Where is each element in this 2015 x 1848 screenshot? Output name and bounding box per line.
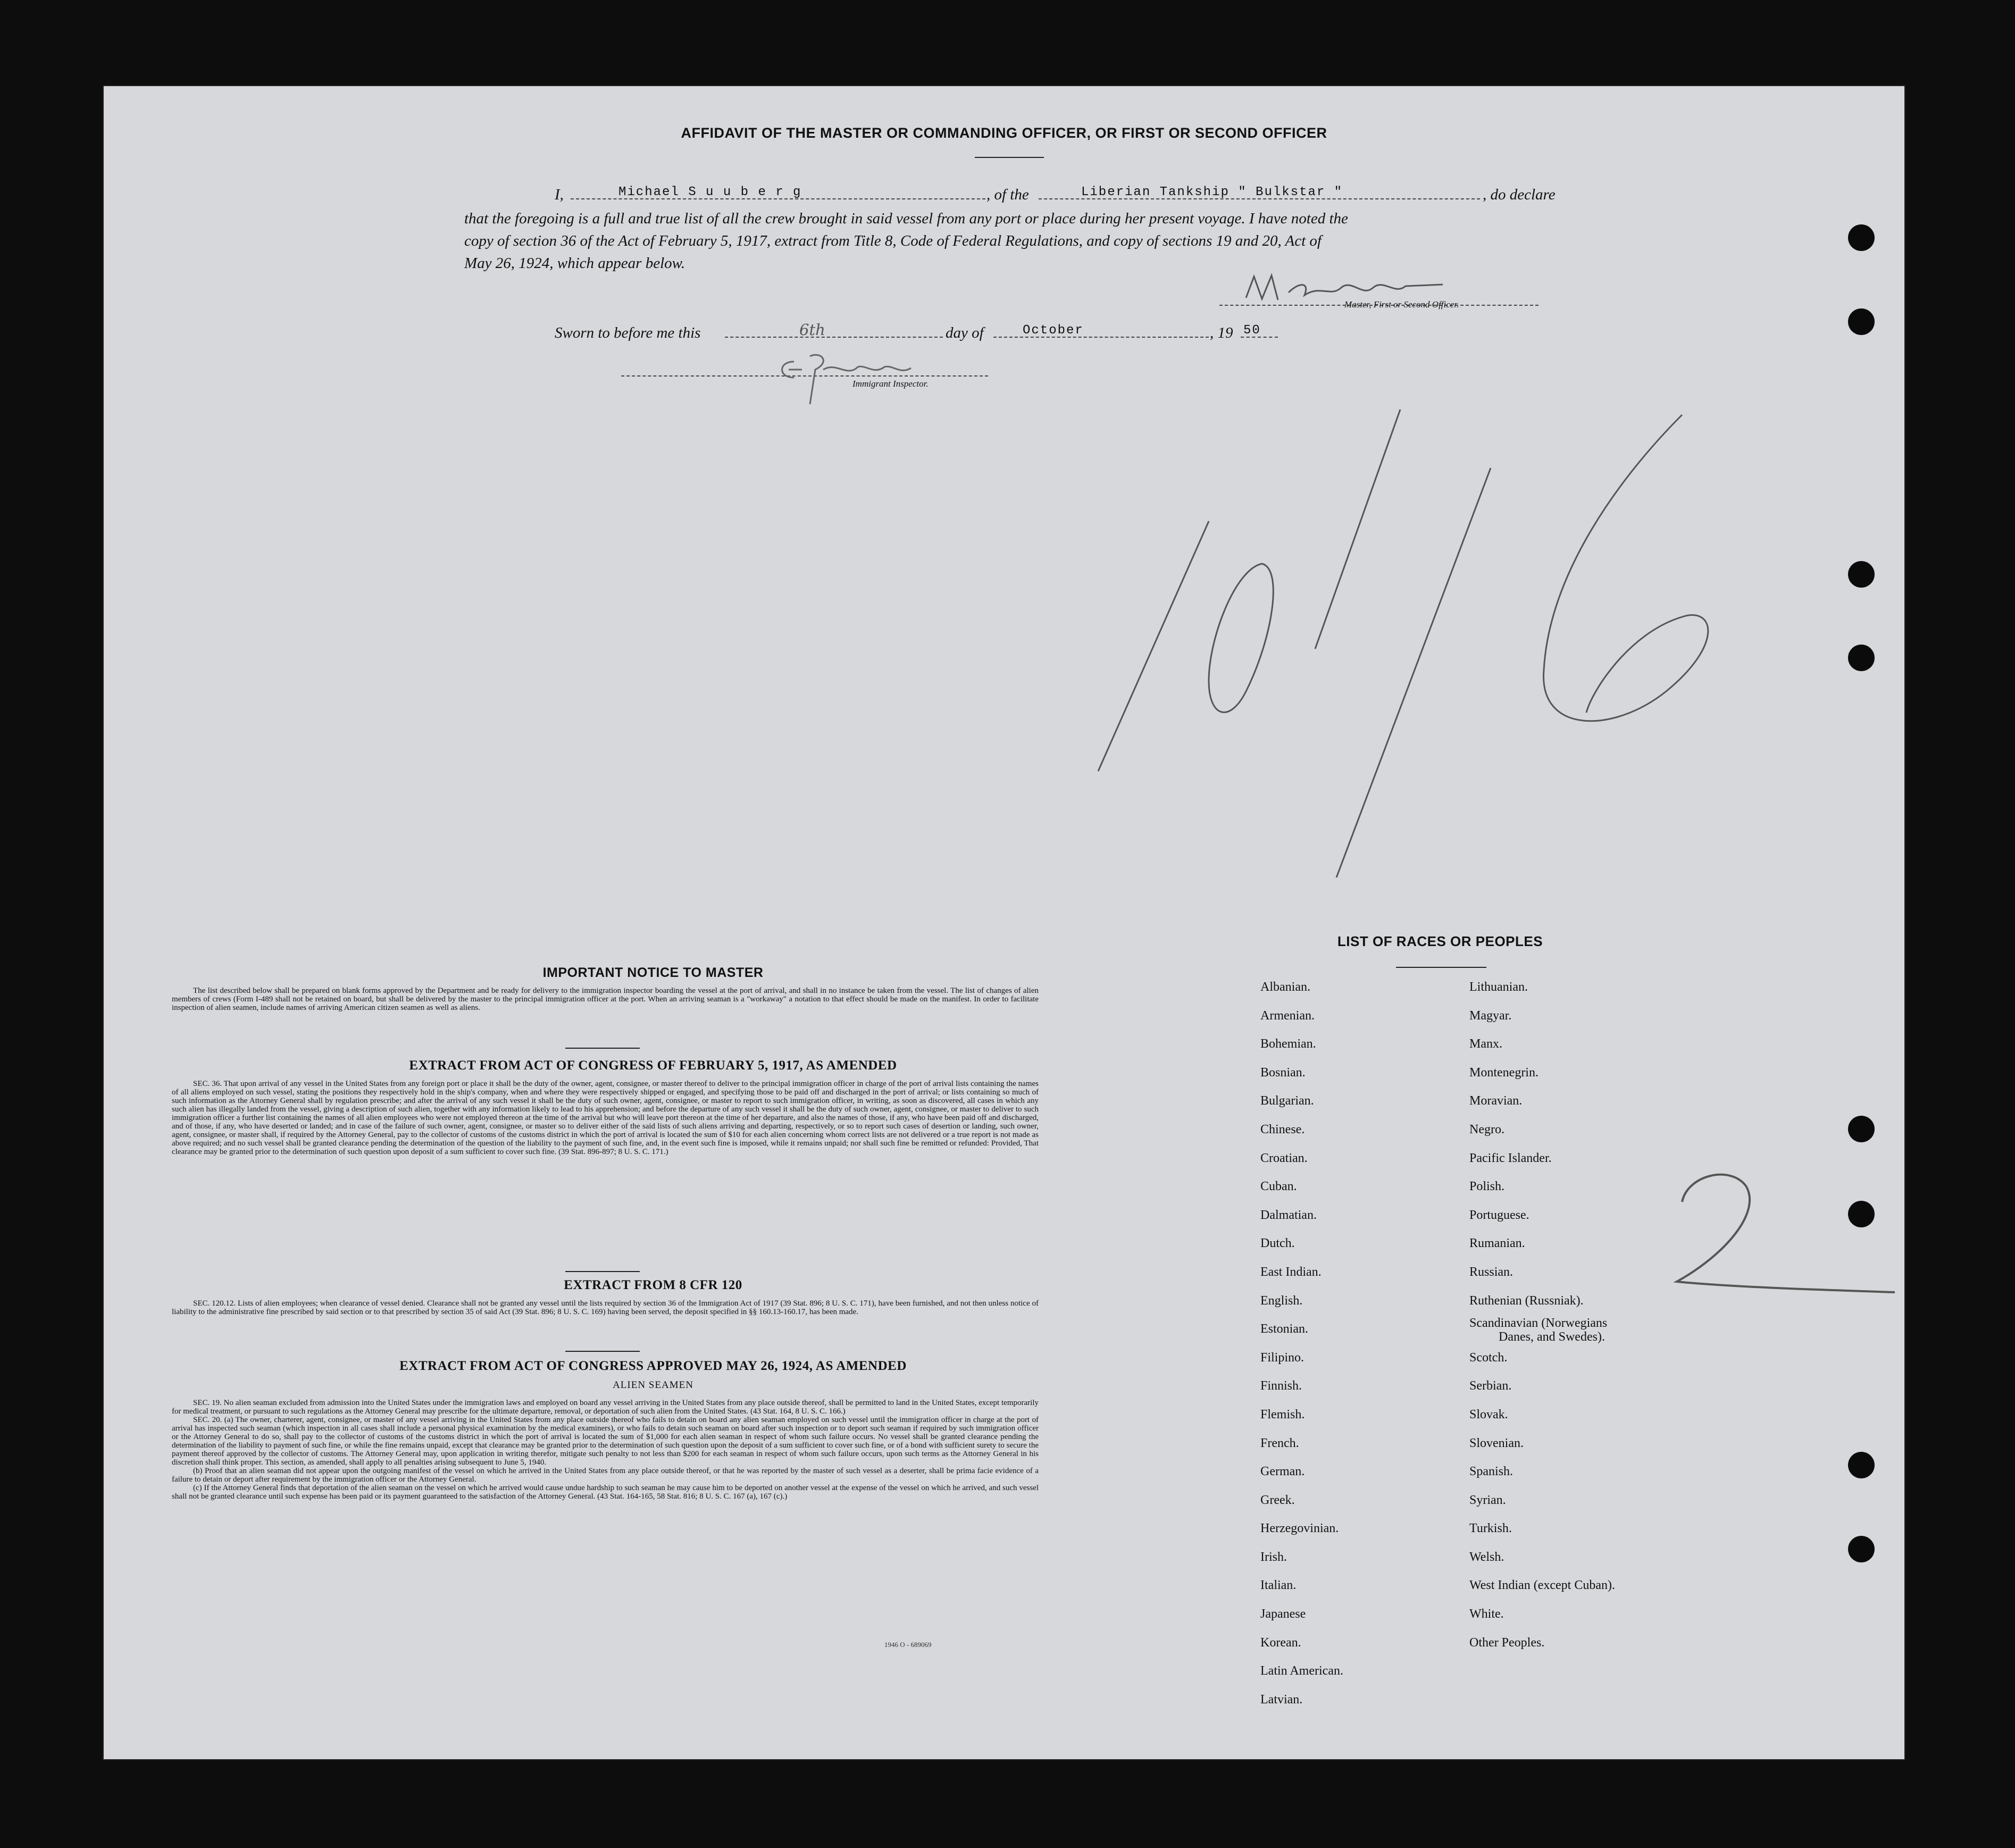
race-item: Cuban. bbox=[1260, 1180, 1297, 1194]
race-item: Latvian. bbox=[1260, 1692, 1303, 1707]
do-declare-label: , do declare bbox=[1483, 186, 1556, 203]
handwritten-two bbox=[1666, 1165, 1900, 1303]
race-item: Portuguese. bbox=[1469, 1208, 1529, 1222]
inspector-caption: Immigrant Inspector. bbox=[852, 379, 929, 389]
race-item: French. bbox=[1260, 1436, 1299, 1450]
extract-1924-sec20a: SEC. 20. (a) The owner, charterer, agent, consignee, or master of any vessel arriving in the United States from any place outside thereof who fails to detain on board any alien seaman employed on such vessel until the immigration officer in charge at the port of arrival has inspected such seaman (which inspection in all cases shall include a personal physical examination by the medical examiners), or who fails to detain such seaman on board after such inspection or to deport such seaman if required by such immigration officer or the Attorney General to do so, shall pay to the collector of customs of the customs district in which the port of arrival is located the sum of $1,000 for each alien seaman in respect of whom such failure occurs. No vessel shall be granted clearance pending the determination of the liability to payment of such fine, or while the fine remains unpaid, except that clearance may be granted prior to the determination of such question upon the deposit of a sum sufficient to cover such fine, or of a bond with sufficient surety to secure the payment thereof approved by the collector of customs. The Attorney General may, upon application in writing therefor, mitigate such penalty to not less than $200 for each seaman in respect of whom such failure occurs, upon such terms as the Attorney General in his discretion shall think proper. This section, as amended, shall apply to all penalties arising subsequent to June 5, 1940. bbox=[172, 1416, 1039, 1467]
sworn-day-value: 6th bbox=[799, 321, 825, 339]
race-item: Dutch. bbox=[1260, 1236, 1295, 1251]
extract-1917-body: SEC. 36. That upon arrival of any vessel in the United States from any foreign port or place it shall be the duty of the owner, agent, consignee, or master thereof to deliver to the principal immigration officer in charge of the port of arrival lists containing the names of all aliens employed on such vessel, stating the positions they respectively hold in the ship's company, when and where they were respectively shipped or engaged, and specifying those to be paid off and discharged in the port of arrival; or lists containing so much of such information as the Attorney General shall by regulation prescribe; and after the arrival of any such vessel it shall be the duty of such owner, agent, consignee, or master to report to such immigration officer, in writing, as soon as discovered, all cases in which any such alien has illegally landed from the vessel, giving a description of such alien, together with any information likely to lead to his apprehension; and before the departure of any such vessel it shall be the duty of such owner, agent, consignee, or master to deliver to such immigration officer a further list containing the names of all alien employees who were not employed thereon at the time of the arrival but who will leave port thereon at the time of her departure, and also the names of those, if any, who have been paid off and discharged, and of those, if any, who have deserted or landed; and in case of the failure of such owner, agent, consignee, or master so to deliver either of the said lists of such aliens arriving and departing, respectively, or so to report such cases of desertion or landing, such owner, agent, consignee, or master shall, if required by the Attorney General, pay to the collector of customs of the customs district in which the port of arrival is located the sum of $10 for each alien concerning whom correct lists are not delivered or a true report is not made as above required; and no such vessel shall be granted clearance pending the determination of the question of the liability to the payment of such fine, and, in the event such fine is imposed, while it remains unpaid; nor shall such fine be remitted or refunded: Provided, That clearance may be granted prior to the determination of such question upon deposit of a sum sufficient to cover such fine. (39 Stat. 896-897; 8 U. S. C. 171.) bbox=[172, 1080, 1039, 1156]
affidavit-line-2: that the foregoing is a full and true list of all the crew brought in said vessel from any port or place during her present voyage. I have noted the bbox=[464, 210, 1348, 227]
extract-1924-sec20c: (c) If the Attorney General finds that deportation of the alien seaman on the vessel on which he arrived would cause undue hardship to such seaman he may cause him to be deported on another vessel at the expense of the vessel on which he arrived, and such vessel shall not be granted clearance until such expense has been paid or its payment guaranteed to the satisfaction of the Attorney General. (43 Stat. 164-165, 58 Stat. 816; 8 U. S. C. 167 (a), 167 (c).) bbox=[172, 1484, 1039, 1501]
master-name-value: Michael S u u b e r g bbox=[618, 185, 802, 199]
race-item: Bosnian. bbox=[1260, 1065, 1306, 1080]
race-item: Ruthenian (Russniak). bbox=[1469, 1293, 1584, 1308]
punch-hole bbox=[1848, 308, 1875, 335]
document-page bbox=[103, 85, 1905, 1760]
race-item: Danes, and Swedes). bbox=[1499, 1330, 1605, 1344]
punch-hole bbox=[1848, 1536, 1875, 1562]
extract-cfr-body: SEC. 120.12. Lists of alien employees; when clearance of vessel denied. Clearance shall not be granted any vessel until the lists required by section 36 of the Immigration Act of 1917 (39 Stat. 896; 8 U. S. C. 171), have been furnished, and not then unless notice of liability to the administrative fine prescribed by said section or to that prescribed by section 35 of said Act (39 Stat. 896; 8 U. S. C. 169) having been served, the deposit specified in §§ 160.13-160.17, has been made. bbox=[172, 1299, 1039, 1316]
race-item: Turkish. bbox=[1469, 1521, 1512, 1536]
race-item: Flemish. bbox=[1260, 1407, 1305, 1421]
title-rule bbox=[975, 157, 1044, 158]
punch-hole bbox=[1848, 1116, 1875, 1142]
print-code: 1946 O - 689069 bbox=[884, 1641, 932, 1649]
race-item: Armenian. bbox=[1260, 1008, 1315, 1023]
notice-body: The list described below shall be prepared on blank forms approved by the Department and be ready for delivery to the immigration inspector boarding the vessel at the port of arrival, and shall in no instance be taken from the vessel. The list of changes of alien members of crews (Form I-489 shall not be retained on board, but shall be delivered by the master to the principal immigration officer at the port. When an arriving seaman is a "workaway" a notation to that effect should be made on the manifest. In order to facilitate inspection of alien seamen, include names of arriving American citizen seamen as well as aliens. bbox=[172, 986, 1039, 1012]
race-item: Serbian. bbox=[1469, 1379, 1512, 1393]
race-item: Magyar. bbox=[1469, 1008, 1512, 1023]
race-item: Irish. bbox=[1260, 1550, 1287, 1564]
race-item: Syrian. bbox=[1469, 1493, 1506, 1507]
punch-hole bbox=[1848, 1452, 1875, 1478]
sworn-month-value: October bbox=[1023, 323, 1084, 338]
race-item: Albanian. bbox=[1260, 980, 1310, 994]
race-item: Bohemian. bbox=[1260, 1037, 1316, 1051]
race-item: White. bbox=[1469, 1607, 1504, 1621]
affidavit-line-1 bbox=[555, 183, 1634, 206]
race-item: Welsh. bbox=[1469, 1550, 1504, 1564]
race-item: Greek. bbox=[1260, 1493, 1295, 1507]
race-item: Latin American. bbox=[1260, 1664, 1343, 1678]
notice-rule bbox=[565, 1048, 640, 1049]
race-item: Rumanian. bbox=[1469, 1236, 1525, 1251]
extract-1924-sec20b: (b) Proof that an alien seaman did not appear upon the outgoing manifest of the vessel on which he arrived in the United States from any place outside thereof, or that he was reported by the master of such vessel as a deserter, shall be prima facie evidence of a failure to detain or deport after requirement by the immigration officer or the Attorney General. bbox=[172, 1467, 1039, 1484]
race-item: German. bbox=[1260, 1465, 1305, 1479]
race-item: Negro. bbox=[1469, 1122, 1504, 1136]
extract-cfr-rule bbox=[565, 1351, 640, 1352]
extract-1917-title: EXTRACT FROM ACT OF CONGRESS OF FEBRUARY 5, 1917, AS AMENDED bbox=[409, 1058, 897, 1073]
master-signature-caption: Master, First or Second Officer. bbox=[1344, 299, 1459, 310]
sworn-day-line bbox=[725, 322, 943, 338]
race-item: East Indian. bbox=[1260, 1265, 1322, 1279]
of-the-label: , of the bbox=[986, 186, 1029, 203]
race-item: Manx. bbox=[1469, 1037, 1502, 1051]
year-prefix: , 19 bbox=[1210, 324, 1233, 341]
race-item: Spanish. bbox=[1469, 1465, 1514, 1479]
handwritten-marks bbox=[1086, 394, 1884, 979]
race-item: Montenegrin. bbox=[1469, 1065, 1539, 1080]
extract-1917-rule bbox=[565, 1271, 640, 1272]
extract-1924-title: EXTRACT FROM ACT OF CONGRESS APPROVED MAY 26, 1924, AS AMENDED bbox=[399, 1359, 907, 1373]
extract-1924-subtitle: ALIEN SEAMEN bbox=[613, 1379, 693, 1391]
race-item: Finnish. bbox=[1260, 1379, 1302, 1393]
day-of-label: day of bbox=[946, 324, 984, 341]
races-right-column bbox=[1469, 973, 1725, 1657]
race-item: Lithuanian. bbox=[1469, 980, 1528, 994]
extract-cfr-title: EXTRACT FROM 8 CFR 120 bbox=[564, 1278, 742, 1292]
race-item: English. bbox=[1260, 1293, 1303, 1308]
race-item: Other Peoples. bbox=[1469, 1635, 1545, 1650]
race-item: Slovenian. bbox=[1469, 1436, 1524, 1450]
race-item: Scandinavian (Norwegians bbox=[1469, 1316, 1608, 1331]
race-item: Pacific Islander. bbox=[1469, 1151, 1552, 1165]
race-item: West Indian (except Cuban). bbox=[1469, 1578, 1615, 1593]
sworn-year-value: 50 bbox=[1243, 323, 1261, 338]
race-item: Dalmatian. bbox=[1260, 1208, 1317, 1222]
races-rule bbox=[1396, 967, 1486, 968]
race-item: Moravian. bbox=[1469, 1094, 1523, 1108]
race-item: Italian. bbox=[1260, 1578, 1297, 1593]
notice-title: IMPORTANT NOTICE TO MASTER bbox=[542, 965, 764, 980]
races-left-column bbox=[1260, 973, 1452, 1714]
punch-hole bbox=[1848, 224, 1875, 251]
race-item: Chinese. bbox=[1260, 1122, 1305, 1136]
affidavit-title: AFFIDAVIT OF THE MASTER OR COMMANDING OFFICER, OR FIRST OR SECOND OFFICER bbox=[681, 125, 1327, 141]
affidavit-line-3: copy of section 36 of the Act of February 5, 1917, extract from Title 8, Code of Federal Regulations, and copy of sections 19 and 20, Act of bbox=[464, 232, 1322, 249]
race-item: Polish. bbox=[1469, 1180, 1505, 1194]
race-item: Herzegovinian. bbox=[1260, 1521, 1339, 1536]
affidavit-line-4: May 26, 1924, which appear below. bbox=[464, 255, 685, 272]
race-item: Bulgarian. bbox=[1260, 1094, 1314, 1108]
affidavit-prefix: I, bbox=[555, 186, 564, 203]
races-title: LIST OF RACES OR PEOPLES bbox=[1337, 933, 1543, 949]
extract-1924-body bbox=[172, 1399, 1039, 1501]
race-item: Filipino. bbox=[1260, 1350, 1305, 1365]
race-item: Slovak. bbox=[1469, 1407, 1508, 1421]
sworn-line bbox=[555, 322, 1352, 344]
extract-1924-sec19: SEC. 19. No alien seaman excluded from admission into the United States under the immigration laws and employed on board any vessel arriving in the United States from any place outside thereof, shall be permitted to land in the United States, except temporarily for medical treatment, or pursuant to such regulations as the Attorney General may prescribe for the ultimate departure, removal, or deportation of such alien from the United States. (43 Stat. 164, 8 U. S. C. 166.) bbox=[172, 1399, 1039, 1416]
race-item: Croatian. bbox=[1260, 1151, 1308, 1165]
race-item: Estonian. bbox=[1260, 1322, 1308, 1336]
race-item: Korean. bbox=[1260, 1635, 1301, 1650]
vessel-value: Liberian Tankship " Bulkstar " bbox=[1081, 185, 1343, 199]
race-item: Russian. bbox=[1469, 1265, 1514, 1279]
race-item: Japanese bbox=[1260, 1607, 1306, 1621]
sworn-label: Sworn to before me this bbox=[555, 324, 701, 341]
inspector-signature bbox=[773, 346, 943, 409]
race-item: Scotch. bbox=[1469, 1350, 1508, 1365]
